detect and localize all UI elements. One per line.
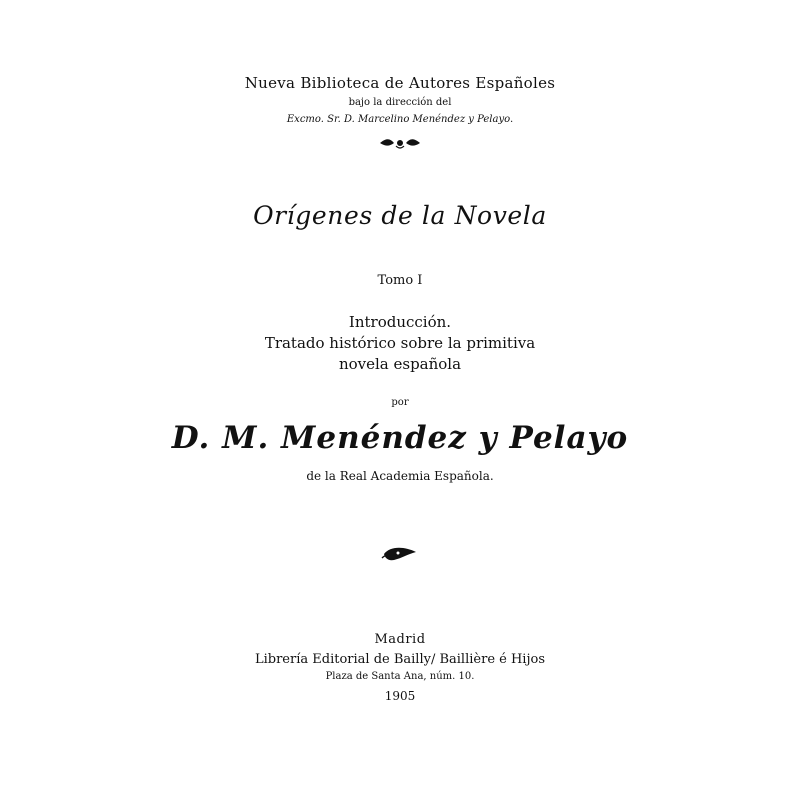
- volume-label: Tomo I: [377, 273, 423, 288]
- leaf-ornament: [0, 545, 800, 563]
- imprint-year: 1905: [384, 689, 416, 703]
- imprint-publisher: Librería Editorial de Bailly/ Baillière é Hijos: [254, 652, 545, 667]
- author-name: D. M. Menéndez y Pelayo: [171, 420, 629, 456]
- fleuron-ornament: [0, 136, 800, 150]
- imprint-address: Plaza de Santa Ana, núm. 10.: [325, 671, 475, 682]
- editor-line: Excmo. Sr. D. Marcelino Menéndez y Pelayo.: [286, 114, 514, 125]
- author-affiliation: de la Real Academia Española.: [306, 469, 494, 483]
- book-title: Orígenes de la Novela: [253, 201, 547, 230]
- series-title: Nueva Biblioteca de Autores Españoles: [244, 74, 556, 92]
- subtitle-line-1: Introducción.: [348, 313, 452, 331]
- subtitle-line-3: novela española: [338, 355, 462, 373]
- subtitle-line-2: Tratado histórico sobre la primitiva: [264, 334, 536, 352]
- direction-line: bajo la dirección del: [348, 97, 452, 108]
- byline: por: [391, 397, 409, 408]
- imprint-city: Madrid: [374, 632, 426, 647]
